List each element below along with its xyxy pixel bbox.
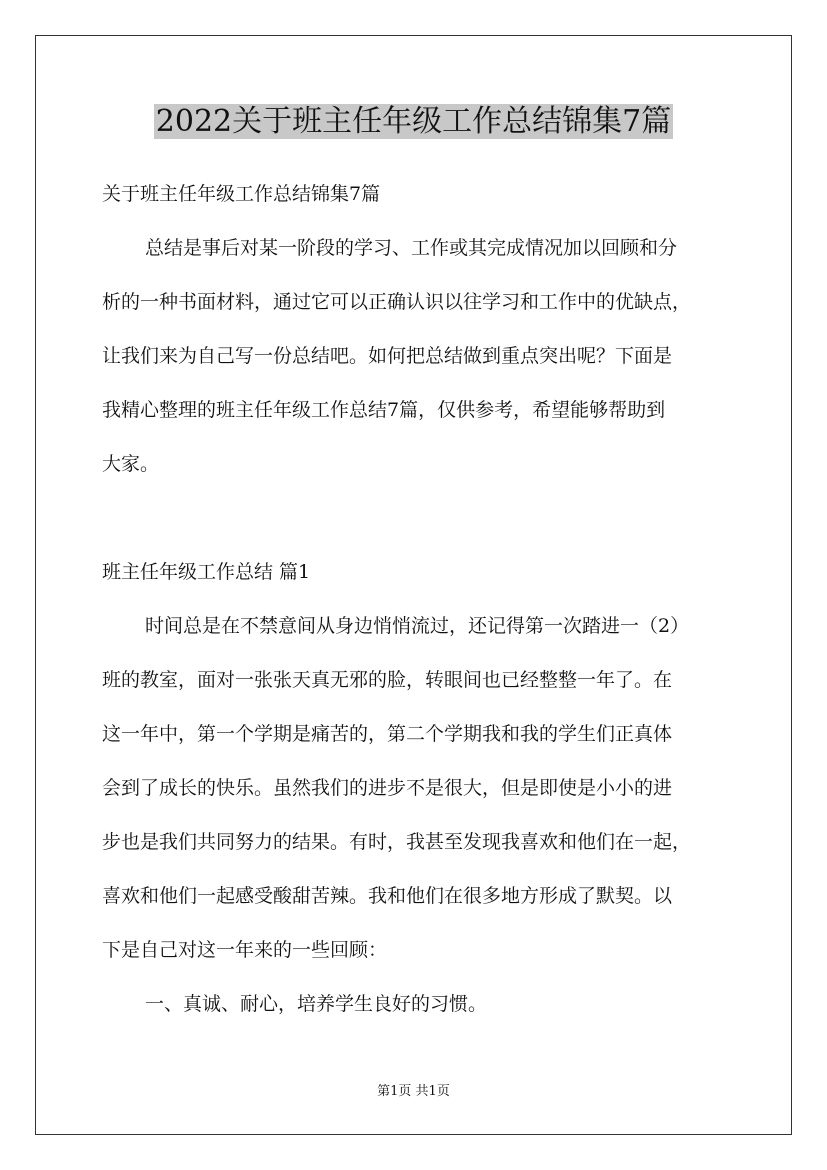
page-number: 第1页 共1页 bbox=[377, 1084, 450, 1099]
intro-line-1: 总结是事后对某一阶段的学习、工作或其完成情况加以回顾和分 bbox=[145, 237, 678, 259]
document-title-text: 2022关于班主任年级工作总结锦集7篇 bbox=[155, 104, 672, 139]
section-heading: 班主任年级工作总结 篇1 bbox=[102, 561, 311, 583]
section-line-1: 时间总是在不禁意间从身边悄悄流过，还记得第一次踏进一（2） bbox=[145, 615, 690, 637]
intro-line-3: 让我们来为自己写一份总结吧。如何把总结做到重点突出呢？下面是 bbox=[102, 345, 673, 367]
section-line-4: 会到了成长的快乐。虽然我们的进步不是很大，但是即使是小小的进 bbox=[102, 777, 673, 799]
document-title bbox=[0, 100, 827, 144]
section-line-2: 班的教室，面对一张张天真无邪的脸，转眼间也已经整整一年了。在 bbox=[102, 669, 673, 691]
section-line-6: 喜欢和他们一起感受酸甜苦辣。我和他们在很多地方形成了默契。以 bbox=[102, 885, 673, 907]
intro-line-5: 大家。 bbox=[102, 453, 160, 475]
intro-line-2: 析的一种书面材料，通过它可以正确认识以往学习和工作中的优缺点， bbox=[102, 291, 692, 313]
point-one: 一、真诚、耐心，培养学生良好的习惯。 bbox=[145, 993, 488, 1015]
section-line-3: 这一年中，第一个学期是痛苦的，第二个学期我和我的学生们正真体 bbox=[102, 723, 673, 745]
document-subtitle: 关于班主任年级工作总结锦集7篇 bbox=[102, 183, 381, 205]
section-line-5: 步也是我们共同努力的结果。有时，我甚至发现我喜欢和他们在一起， bbox=[102, 831, 692, 853]
section-line-7: 下是自己对这一年来的一些回顾： bbox=[102, 939, 388, 961]
intro-line-4: 我精心整理的班主任年级工作总结7篇，仅供参考，希望能够帮助到 bbox=[102, 399, 666, 421]
